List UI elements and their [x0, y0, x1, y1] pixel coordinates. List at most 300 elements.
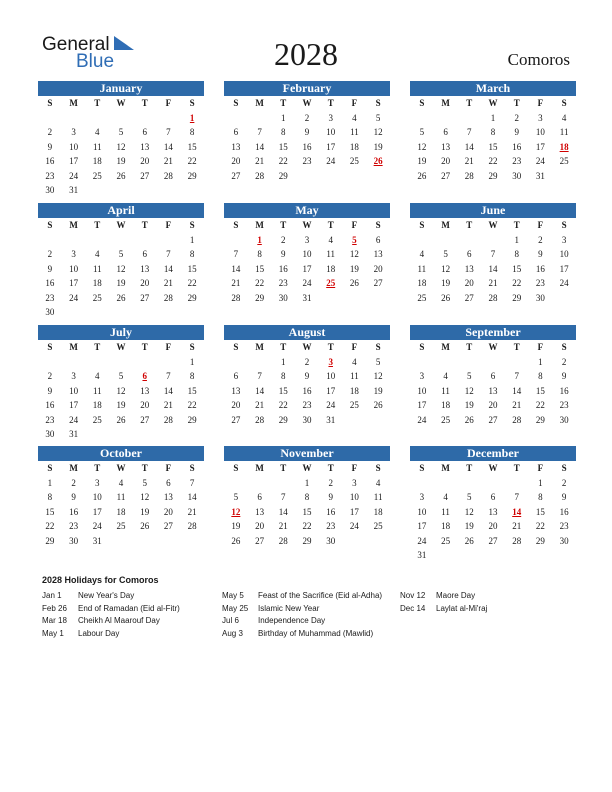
day-cell: 12	[373, 127, 383, 137]
day-cell: 26	[116, 414, 126, 425]
empty-day-cell	[457, 548, 481, 563]
day-cell: 17	[92, 506, 102, 517]
holiday-name: Feast of the Sacrifice (Eid al-Adha)	[258, 591, 383, 600]
day-cell: 5	[443, 249, 448, 259]
weekday-label: W	[116, 463, 126, 473]
day-cell: 13	[140, 385, 150, 396]
day-cell: 24	[559, 278, 569, 288]
weekday-label: W	[302, 342, 312, 352]
day-cell: 31	[92, 535, 102, 546]
month-august	[224, 325, 390, 427]
day-cell: 26	[116, 170, 126, 181]
day-cell: 30	[45, 429, 55, 439]
weekday-label: S	[233, 463, 239, 473]
weekday-header-row	[410, 218, 576, 233]
holiday-day-cell: 25	[326, 278, 336, 288]
empty-day-cell	[481, 355, 505, 370]
day-cell: 28	[255, 414, 265, 425]
week-row	[410, 276, 576, 291]
week-row	[38, 111, 204, 126]
day-cell: 15	[255, 263, 265, 274]
day-cell: 2	[304, 356, 310, 367]
day-cell: 31	[69, 429, 79, 439]
week-row	[410, 291, 576, 306]
holiday-date: May 1	[42, 628, 64, 638]
empty-day-cell	[552, 291, 576, 306]
day-cell: 4	[95, 249, 100, 259]
holiday-name: End of Ramadan (Eid al-Fitr)	[78, 603, 180, 613]
holiday-name: Laylat al-Mi'raj	[436, 603, 488, 613]
week-row	[224, 125, 390, 140]
day-cell: 31	[417, 550, 427, 560]
day-cell: 14	[464, 141, 474, 152]
day-cell: 29	[187, 170, 197, 181]
week-row	[410, 384, 576, 399]
day-cell: 5	[467, 492, 472, 502]
day-cell: 2	[71, 477, 76, 488]
empty-day-cell	[271, 476, 295, 491]
day-cell: 28	[163, 292, 173, 303]
week-row	[38, 276, 204, 291]
day-cell: 10	[559, 249, 569, 259]
day-cell: 16	[302, 385, 312, 396]
day-cell: 9	[304, 127, 310, 137]
weekday-label: T	[141, 98, 148, 108]
weekday-label: W	[302, 98, 312, 108]
weekday-header-row	[224, 96, 390, 111]
day-cell: 25	[349, 400, 359, 410]
empty-day-cell	[224, 233, 248, 248]
day-cell: 21	[255, 156, 265, 166]
empty-day-cell	[505, 355, 529, 370]
day-cell: 17	[69, 278, 79, 288]
day-cell: 24	[349, 521, 359, 531]
week-row	[224, 169, 390, 184]
weekday-label: T	[513, 98, 520, 108]
weekday-header-row	[38, 96, 204, 111]
day-cell: 29	[278, 414, 288, 425]
day-cell: 22	[278, 400, 288, 410]
month-february	[224, 81, 390, 183]
day-cell: 21	[278, 521, 288, 531]
week-row	[38, 369, 204, 384]
weekday-label: S	[375, 342, 381, 352]
day-cell: 16	[512, 141, 522, 152]
empty-day-cell	[133, 534, 157, 549]
day-cell: 17	[349, 506, 359, 517]
day-cell: 3	[561, 234, 567, 245]
day-cell: 22	[255, 278, 265, 288]
day-cell: 13	[464, 263, 474, 274]
weekday-label: T	[327, 463, 334, 473]
day-cell: 23	[512, 156, 522, 166]
week-row	[224, 233, 390, 248]
day-cell: 29	[187, 292, 197, 303]
day-cell: 20	[373, 263, 383, 274]
weekday-header-row	[410, 461, 576, 476]
day-cell: 5	[118, 249, 124, 259]
day-cell: 26	[417, 170, 427, 181]
month-header: September	[410, 325, 576, 340]
day-cell: 23	[302, 400, 312, 410]
day-cell: 3	[419, 492, 425, 502]
day-cell: 27	[140, 170, 150, 181]
day-cell: 4	[352, 356, 357, 367]
day-cell: 3	[419, 371, 425, 381]
holiday-item	[42, 615, 202, 628]
day-cell: 27	[488, 414, 498, 425]
weekday-label: M	[255, 342, 264, 352]
day-cell: 25	[349, 156, 359, 166]
day-cell: 22	[302, 521, 312, 531]
day-cell: 26	[441, 292, 451, 303]
empty-day-cell	[62, 305, 86, 320]
day-cell: 10	[69, 385, 79, 396]
holiday-item	[222, 590, 392, 603]
weekday-label: F	[351, 220, 358, 230]
day-cell: 4	[443, 371, 448, 381]
day-cell: 19	[231, 521, 241, 531]
day-cell: 12	[116, 385, 126, 396]
day-cell: 20	[488, 521, 498, 531]
weekday-label: W	[488, 463, 498, 473]
weekday-label: M	[69, 220, 78, 230]
day-cell: 20	[255, 521, 265, 531]
empty-day-cell	[224, 111, 248, 126]
day-cell: 24	[326, 156, 336, 166]
day-cell: 2	[47, 127, 53, 137]
week-row	[410, 169, 576, 184]
empty-day-cell	[180, 183, 204, 198]
weekday-label: M	[255, 220, 264, 230]
day-cell: 26	[231, 535, 241, 546]
holiday-item	[400, 603, 560, 616]
empty-day-cell	[366, 413, 390, 428]
day-cell: 12	[441, 263, 451, 274]
day-cell: 24	[69, 170, 79, 181]
weekday-label: T	[141, 342, 148, 352]
day-cell: 3	[71, 371, 76, 381]
day-cell: 23	[69, 521, 79, 531]
holiday-name: Birthday of Muhammad (Mawlid)	[258, 628, 374, 638]
day-cell: 20	[464, 278, 474, 288]
week-row	[224, 519, 390, 534]
day-cell: 3	[538, 112, 543, 123]
day-cell: 9	[561, 492, 567, 502]
day-cell: 15	[535, 506, 545, 517]
empty-day-cell	[434, 111, 458, 126]
day-cell: 2	[538, 234, 543, 245]
weekday-label: T	[280, 342, 287, 352]
month-header: December	[410, 446, 576, 461]
empty-day-cell	[85, 355, 109, 370]
day-cell: 20	[488, 400, 498, 410]
day-cell: 18	[441, 400, 451, 410]
day-cell: 23	[45, 414, 55, 425]
day-cell: 21	[163, 156, 173, 166]
day-cell: 7	[257, 371, 262, 381]
weekday-header-row	[38, 461, 204, 476]
holiday-day-cell: 6	[142, 371, 147, 381]
day-cell: 25	[92, 414, 102, 425]
empty-day-cell	[434, 476, 458, 491]
month-june	[410, 203, 576, 305]
weekday-label: M	[69, 463, 78, 473]
day-cell: 11	[116, 492, 126, 502]
day-cell: 28	[231, 292, 241, 303]
holiday-name: New Year's Day	[78, 591, 135, 600]
day-cell: 3	[304, 234, 310, 245]
day-cell: 12	[349, 249, 359, 259]
empty-day-cell	[552, 548, 576, 563]
weekday-label: S	[189, 342, 195, 352]
weekday-label: F	[537, 342, 544, 352]
day-cell: 12	[140, 492, 150, 502]
week-row	[224, 534, 390, 549]
day-cell: 19	[417, 156, 427, 166]
week-row	[224, 413, 390, 428]
week-row	[410, 548, 576, 563]
weekday-label: W	[116, 98, 126, 108]
holiday-date: Dec 14	[400, 603, 426, 613]
day-cell: 27	[231, 414, 241, 425]
day-cell: 17	[535, 141, 545, 152]
week-row	[38, 291, 204, 306]
weekday-label: T	[327, 342, 334, 352]
holiday-name: Islamic New Year	[258, 603, 320, 613]
empty-day-cell	[133, 233, 157, 248]
weekday-label: T	[327, 220, 334, 230]
day-cell: 4	[95, 371, 100, 381]
weekday-label: T	[327, 98, 334, 108]
day-cell: 16	[45, 278, 55, 288]
day-cell: 16	[45, 156, 55, 166]
day-cell: 13	[231, 141, 241, 152]
empty-day-cell	[434, 233, 458, 248]
holiday-date: May 25	[222, 603, 249, 613]
weekday-label: W	[488, 98, 498, 108]
weekday-label: T	[280, 220, 287, 230]
day-cell: 11	[373, 492, 383, 502]
day-cell: 21	[231, 278, 241, 288]
weekday-label: S	[233, 98, 239, 108]
day-cell: 5	[233, 492, 239, 502]
empty-day-cell	[248, 476, 272, 491]
day-cell: 23	[559, 521, 569, 531]
week-row	[38, 413, 204, 428]
holiday-item	[42, 603, 202, 616]
month-header: February	[224, 81, 390, 96]
day-cell: 22	[278, 156, 288, 166]
day-cell: 29	[302, 535, 312, 546]
weekday-label: S	[375, 220, 381, 230]
empty-day-cell	[552, 169, 576, 184]
day-cell: 23	[302, 156, 312, 166]
day-cell: 9	[538, 249, 543, 259]
weekday-label: S	[233, 220, 239, 230]
day-cell: 18	[92, 278, 102, 288]
day-cell: 6	[166, 477, 171, 488]
day-cell: 9	[47, 141, 53, 152]
day-cell: 10	[326, 371, 336, 381]
day-cell: 7	[467, 127, 472, 137]
day-cell: 9	[514, 127, 519, 137]
holiday-column	[222, 590, 392, 640]
day-cell: 12	[464, 506, 474, 517]
day-cell: 28	[187, 521, 197, 531]
holiday-day-cell: 5	[352, 234, 357, 245]
day-cell: 16	[69, 506, 79, 517]
empty-day-cell	[529, 548, 553, 563]
day-cell: 2	[47, 249, 53, 259]
weekday-label: M	[441, 463, 450, 473]
weekday-header-row	[38, 218, 204, 233]
day-cell: 26	[140, 521, 150, 531]
weekday-label: S	[375, 98, 381, 108]
day-cell: 25	[441, 535, 451, 546]
holiday-item	[42, 628, 202, 641]
day-cell: 17	[69, 156, 79, 166]
week-row	[410, 534, 576, 549]
empty-day-cell	[224, 476, 248, 491]
day-cell: 5	[142, 477, 147, 488]
week-row	[224, 369, 390, 384]
day-cell: 29	[187, 414, 197, 425]
day-cell: 7	[233, 249, 239, 259]
day-cell: 3	[71, 127, 76, 137]
week-row	[38, 476, 204, 491]
weekday-label: T	[513, 463, 520, 473]
day-cell: 23	[559, 400, 569, 410]
day-cell: 27	[255, 535, 265, 546]
day-cell: 10	[326, 127, 336, 137]
year-title: 2028	[274, 36, 338, 72]
weekday-label: M	[441, 220, 450, 230]
holiday-date: Feb 26	[42, 603, 67, 613]
day-cell: 11	[92, 385, 102, 396]
weekday-header-row	[224, 340, 390, 355]
empty-day-cell	[109, 233, 133, 248]
day-cell: 22	[535, 521, 545, 531]
empty-day-cell	[410, 233, 434, 248]
empty-day-cell	[366, 291, 390, 306]
day-cell: 24	[417, 535, 427, 546]
holiday-item	[222, 615, 392, 628]
weekday-label: T	[513, 220, 520, 230]
country-name: Comoros	[507, 50, 570, 69]
day-cell: 7	[189, 477, 195, 488]
month-header: October	[38, 446, 204, 461]
weekday-label: W	[302, 463, 312, 473]
day-cell: 21	[512, 400, 522, 410]
holiday-column	[42, 590, 202, 640]
day-cell: 14	[255, 141, 265, 152]
day-cell: 13	[255, 506, 265, 517]
day-cell: 19	[373, 141, 383, 152]
week-row	[410, 111, 576, 126]
day-cell: 7	[257, 127, 262, 137]
weekday-label: T	[141, 220, 148, 230]
day-cell: 29	[535, 414, 545, 425]
weekday-label: T	[513, 342, 520, 352]
weekday-label: T	[466, 342, 473, 352]
empty-day-cell	[180, 305, 204, 320]
week-row	[38, 125, 204, 140]
day-cell: 8	[281, 371, 286, 381]
day-cell: 21	[187, 506, 197, 517]
week-row	[410, 140, 576, 155]
day-cell: 15	[302, 506, 312, 517]
empty-day-cell	[133, 183, 157, 198]
weekday-label: S	[561, 463, 567, 473]
day-cell: 8	[304, 492, 310, 502]
weekday-label: F	[351, 342, 358, 352]
holiday-name: Labour Day	[78, 628, 120, 638]
day-cell: 1	[189, 356, 195, 367]
day-cell: 15	[187, 141, 197, 152]
day-cell: 8	[189, 127, 195, 137]
day-cell: 21	[163, 400, 173, 410]
holiday-name: Cheikh Al Maarouf Day	[78, 616, 160, 625]
weekday-label: S	[47, 342, 53, 352]
day-cell: 23	[45, 170, 55, 181]
empty-day-cell	[157, 534, 181, 549]
holiday-item	[42, 590, 202, 603]
day-cell: 12	[116, 141, 126, 152]
day-cell: 1	[490, 112, 496, 123]
empty-day-cell	[62, 233, 86, 248]
week-row	[38, 490, 204, 505]
weekday-label: M	[69, 98, 78, 108]
day-cell: 13	[140, 141, 150, 152]
week-row	[38, 305, 204, 320]
day-cell: 4	[328, 234, 333, 245]
day-cell: 27	[140, 414, 150, 425]
day-cell: 6	[233, 127, 239, 137]
day-cell: 29	[278, 170, 288, 181]
holiday-day-cell: 1	[257, 234, 262, 245]
weekday-label: T	[466, 98, 473, 108]
day-cell: 24	[69, 414, 79, 425]
day-cell: 30	[535, 292, 545, 303]
day-cell: 13	[163, 492, 173, 502]
day-cell: 4	[375, 477, 381, 488]
holiday-item	[222, 628, 392, 641]
month-september	[410, 325, 576, 427]
day-cell: 15	[512, 263, 522, 274]
holiday-day-cell: 12	[231, 506, 241, 517]
day-cell: 4	[443, 492, 448, 502]
week-row	[224, 154, 390, 169]
day-cell: 3	[352, 477, 357, 488]
weekday-label: M	[255, 98, 264, 108]
day-cell: 4	[561, 112, 567, 123]
day-cell: 21	[163, 278, 173, 288]
day-cell: 12	[373, 371, 383, 381]
empty-day-cell	[180, 534, 204, 549]
weekday-label: F	[165, 98, 172, 108]
day-cell: 24	[326, 400, 336, 410]
empty-day-cell	[85, 233, 109, 248]
weekday-label: W	[488, 342, 498, 352]
weekday-label: S	[47, 220, 53, 230]
day-cell: 2	[561, 477, 567, 488]
day-cell: 25	[441, 414, 451, 425]
day-cell: 28	[278, 535, 288, 546]
month-header: March	[410, 81, 576, 96]
day-cell: 3	[95, 477, 100, 488]
month-january	[38, 81, 204, 198]
